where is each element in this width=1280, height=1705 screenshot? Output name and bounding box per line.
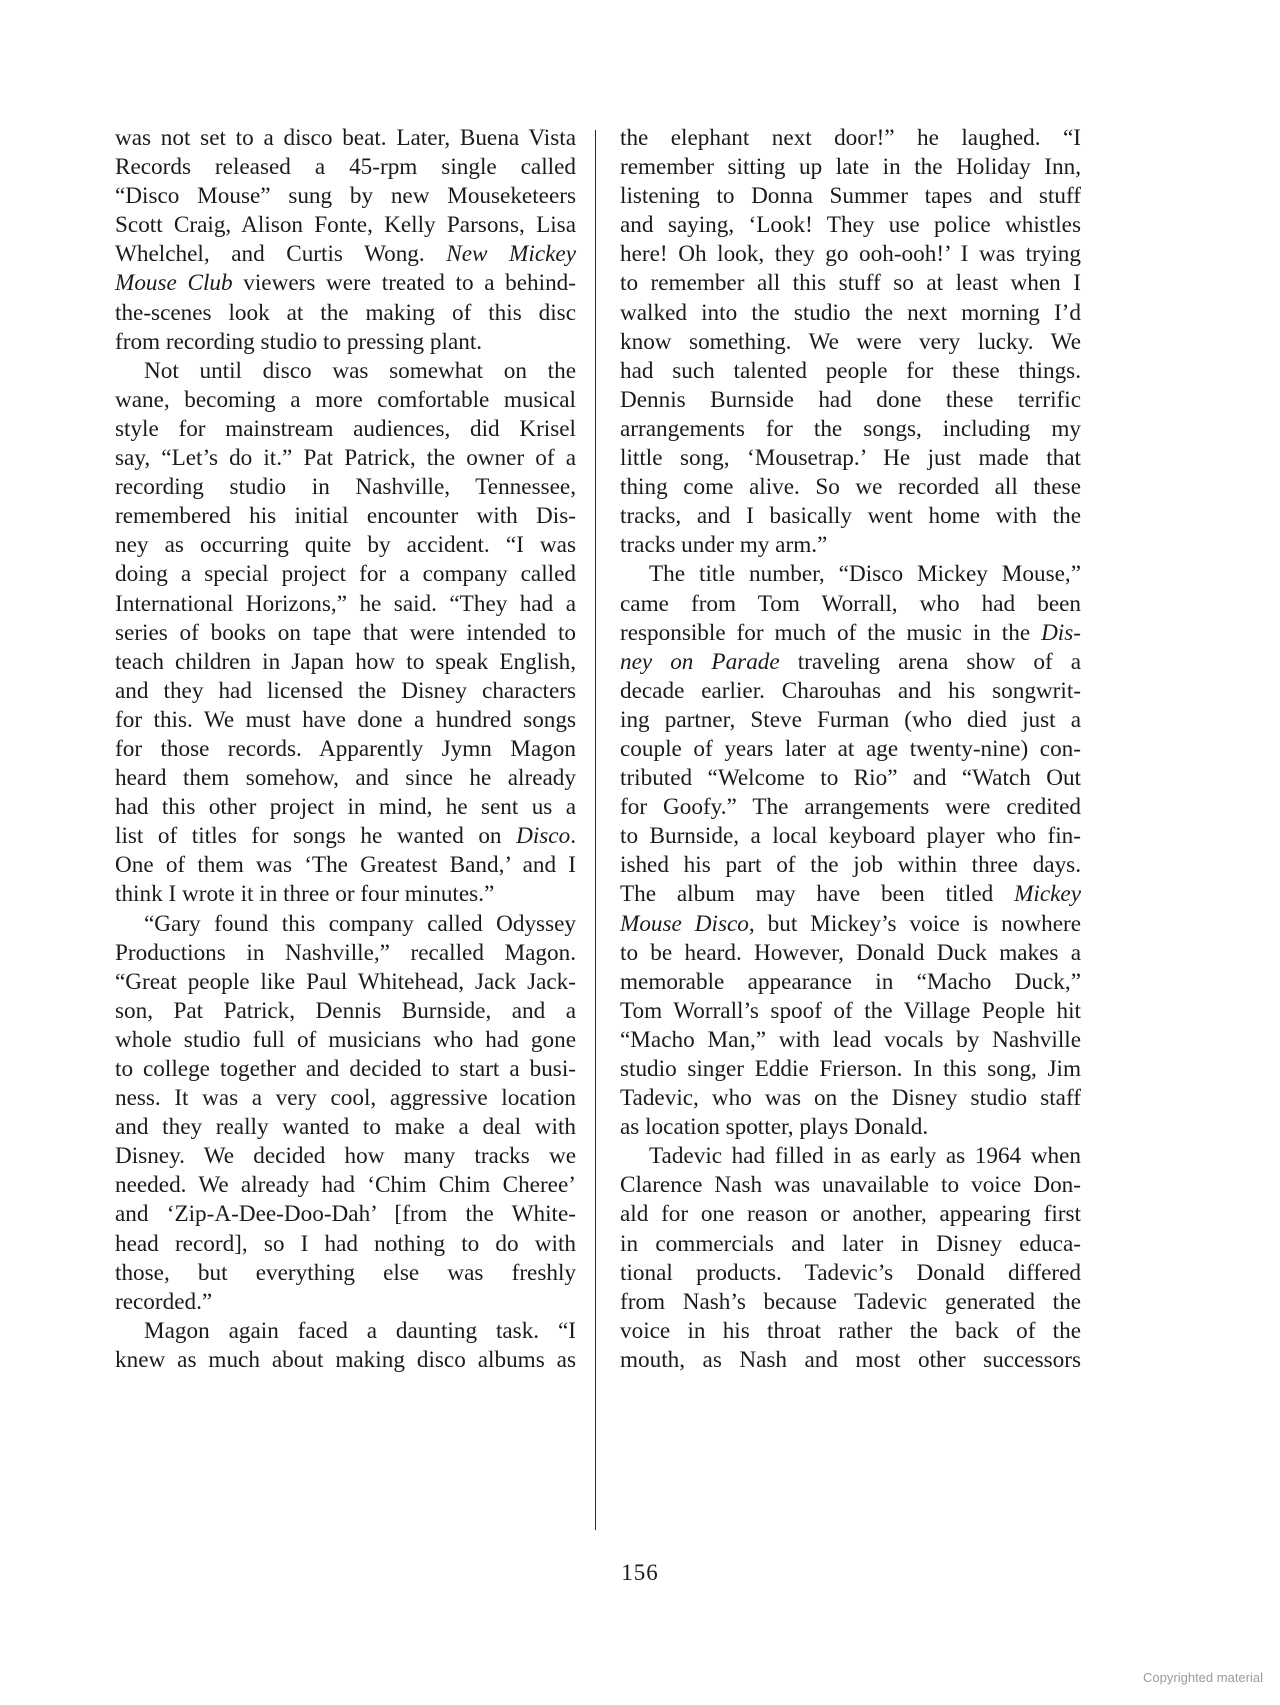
text-run: . — [570, 823, 576, 850]
italic-title: ney on Parade — [620, 648, 780, 675]
text-line: voice in his throat rather the back of the — [620, 1317, 1081, 1344]
text-line — [115, 269, 576, 298]
text-line: head record], so I had nothing to do with — [115, 1230, 576, 1257]
text-line: and they really wanted to make a deal with — [115, 1114, 576, 1141]
text-line: style for mainstream audiences, did Krisel — [115, 415, 576, 442]
text-line: ing partner, Steve Furman (who died just a — [620, 706, 1081, 733]
text-line: as location spotter, plays Donald. — [620, 1114, 929, 1141]
text-line: walked into the studio the next morning I’d — [620, 299, 1081, 326]
text-line: had this other project in mind, he sent us a — [115, 794, 576, 821]
text-line: series of books on tape that were intended to — [115, 619, 576, 646]
text-line: tracks under my arm.” — [620, 532, 828, 559]
text-line: remember sitting up late in the Holiday Inn, — [620, 154, 1081, 181]
text-line: Tadevic, who was on the Disney studio staff — [620, 1085, 1081, 1112]
text-line: the elephant next door!” he laughed. “I — [620, 125, 1081, 151]
text-line: One of them was ‘The Greatest Band,’ and I — [115, 852, 576, 879]
text-line: and saying, ‘Look! They use police whistles — [620, 212, 1081, 239]
text-line: to be heard. However, Donald Duck makes a — [620, 939, 1081, 966]
text-line: teach children in Japan how to speak English, — [115, 648, 576, 675]
text-line: came from Tom Worrall, who had been — [620, 590, 1081, 617]
text-line: Scott Craig, Alison Fonte, Kelly Parsons, Lisa — [115, 212, 576, 239]
text-run: The album may have been titled — [620, 881, 1015, 908]
text-line: Dennis Burnside had done these terrific — [620, 386, 1081, 413]
text-line: Magon again faced a daunting task. “I — [144, 1317, 576, 1344]
text-line: tional products. Tadevic’s Donald differed — [620, 1259, 1081, 1286]
text-line: in commercials and later in Disney educa- — [620, 1230, 1081, 1257]
text-line: mouth, as Nash and most other successors — [620, 1346, 1081, 1373]
text-line: remembered his initial encounter with Dis- — [115, 503, 576, 530]
text-line: studio singer Eddie Frierson. In this song, Jim — [620, 1056, 1081, 1082]
text-line: ness. It was a very cool, aggressive location — [115, 1085, 576, 1112]
text-line: those, but everything else was freshly — [115, 1259, 576, 1286]
text-line: recording studio in Nashville, Tennessee, — [115, 474, 576, 501]
text-line: to college together and decided to start a busi- — [115, 1056, 576, 1082]
text-line — [620, 910, 1081, 939]
italic-title: Mouse Club — [115, 270, 233, 297]
text-line — [115, 822, 576, 851]
text-line: couple of years later at age twenty-nine) con- — [620, 735, 1081, 762]
right-text-column — [620, 124, 1081, 1375]
text-run: Whelchel, and Curtis Wong. — [115, 241, 447, 268]
text-line: little song, ‘Mousetrap.’ He just made that — [620, 445, 1081, 472]
text-line: tracks, and I basically went home with the — [620, 503, 1081, 530]
text-line: heard them somehow, and since he already — [115, 765, 576, 792]
text-line: for Goofy.” The arrangements were credited — [620, 794, 1081, 821]
text-line: needed. We already had ‘Chim Chim Cheree’ — [115, 1172, 576, 1199]
text-line: for those records. Apparently Jymn Magon — [115, 735, 576, 762]
italic-title: Disco — [516, 823, 571, 850]
text-line: Tom Worrall’s spoof of the Village People hit — [620, 997, 1081, 1024]
text-line — [620, 648, 1081, 677]
text-line: Tadevic had filled in as early as 1964 when — [649, 1143, 1081, 1170]
text-line: Not until disco was somewhat on the — [144, 357, 576, 384]
text-line: had such talented people for these things. — [620, 357, 1081, 384]
text-line: know something. We were very lucky. We — [620, 328, 1081, 355]
text-line: wane, becoming a more comfortable musical — [115, 386, 576, 413]
text-line: was not set to a disco beat. Later, Buena Vista — [115, 125, 576, 151]
text-line — [620, 619, 1081, 648]
text-line: the-scenes look at the making of this disc — [115, 299, 576, 326]
text-line: whole studio full of musicians who had gone — [115, 1026, 576, 1053]
text-line — [620, 880, 1081, 909]
page-number: 156 — [621, 1560, 659, 1585]
text-line: “Gary found this company called Odyssey — [144, 910, 576, 937]
text-line: Clarence Nash was unavailable to voice Don- — [620, 1172, 1081, 1199]
text-line: decade earlier. Charouhas and his songwrit- — [620, 677, 1081, 704]
italic-title: New Mickey — [446, 241, 576, 268]
text-run: list of titles for songs he wanted on — [115, 823, 517, 850]
column-divider — [595, 130, 596, 1530]
text-line: ished his part of the job within three days. — [620, 852, 1081, 879]
text-line: from Nash’s because Tadevic generated the — [620, 1288, 1081, 1315]
text-line: for this. We must have done a hundred songs — [115, 706, 576, 733]
text-run: viewers were treated to a behind- — [232, 270, 576, 297]
text-run: , but Mickey’s voice is nowhere — [748, 910, 1081, 937]
text-line: Productions in Nashville,” recalled Magon. — [115, 939, 576, 966]
text-line: The title number, “Disco Mickey Mouse,” — [649, 561, 1081, 588]
text-line: to Burnside, a local keyboard player who fin- — [620, 823, 1081, 850]
text-line: tributed “Welcome to Rio” and “Watch Out — [620, 765, 1081, 792]
text-run: responsible for much of the music in the — [620, 619, 1042, 646]
italic-title: Mouse Disco — [620, 910, 749, 937]
text-line — [115, 240, 576, 269]
text-line: think I wrote it in three or four minutes.” — [115, 881, 495, 908]
text-line: International Horizons,” he said. “They had a — [115, 590, 576, 617]
text-line: Records released a 45-rpm single called — [115, 154, 576, 181]
text-line: ney as occurring quite by accident. “I was — [115, 532, 576, 559]
text-line: from recording studio to pressing plant. — [115, 328, 483, 355]
text-line: Disney. We decided how many tracks we — [115, 1143, 576, 1170]
left-text-column — [115, 124, 576, 1375]
text-line: say, “Let’s do it.” Pat Patrick, the owner of a — [115, 445, 576, 472]
text-line: son, Pat Patrick, Dennis Burnside, and a — [115, 997, 576, 1024]
text-line: and they had licensed the Disney characters — [115, 677, 576, 704]
copyright-notice: Copyrighted material — [1143, 1670, 1263, 1685]
text-line: listening to Donna Summer tapes and stuff — [620, 183, 1081, 210]
text-line: knew as much about making disco albums as — [115, 1346, 576, 1373]
text-line: doing a special project for a company called — [115, 561, 576, 588]
text-line: “Macho Man,” with lead vocals by Nashville — [620, 1026, 1081, 1053]
text-line: ald for one reason or another, appearing first — [620, 1201, 1081, 1228]
text-line: to remember all this stuff so at least when I — [620, 270, 1081, 297]
text-line: “Disco Mouse” sung by new Mouseketeers — [115, 183, 576, 210]
text-line: “Great people like Paul Whitehead, Jack Jack- — [115, 968, 576, 995]
text-line: thing come alive. So we recorded all these — [620, 474, 1081, 501]
text-line: memorable appearance in “Macho Duck,” — [620, 968, 1081, 995]
italic-title: Dis- — [1041, 619, 1081, 646]
italic-title: Mickey — [1014, 881, 1081, 908]
text-line: and ‘Zip-A-Dee-Doo-Dah’ [from the White- — [115, 1201, 576, 1228]
text-line: here! Oh look, they go ooh-ooh!’ I was trying — [620, 241, 1081, 268]
text-line: recorded.” — [115, 1288, 213, 1315]
text-line: arrangements for the songs, including my — [620, 415, 1081, 442]
text-run: traveling arena show of a — [779, 648, 1081, 675]
